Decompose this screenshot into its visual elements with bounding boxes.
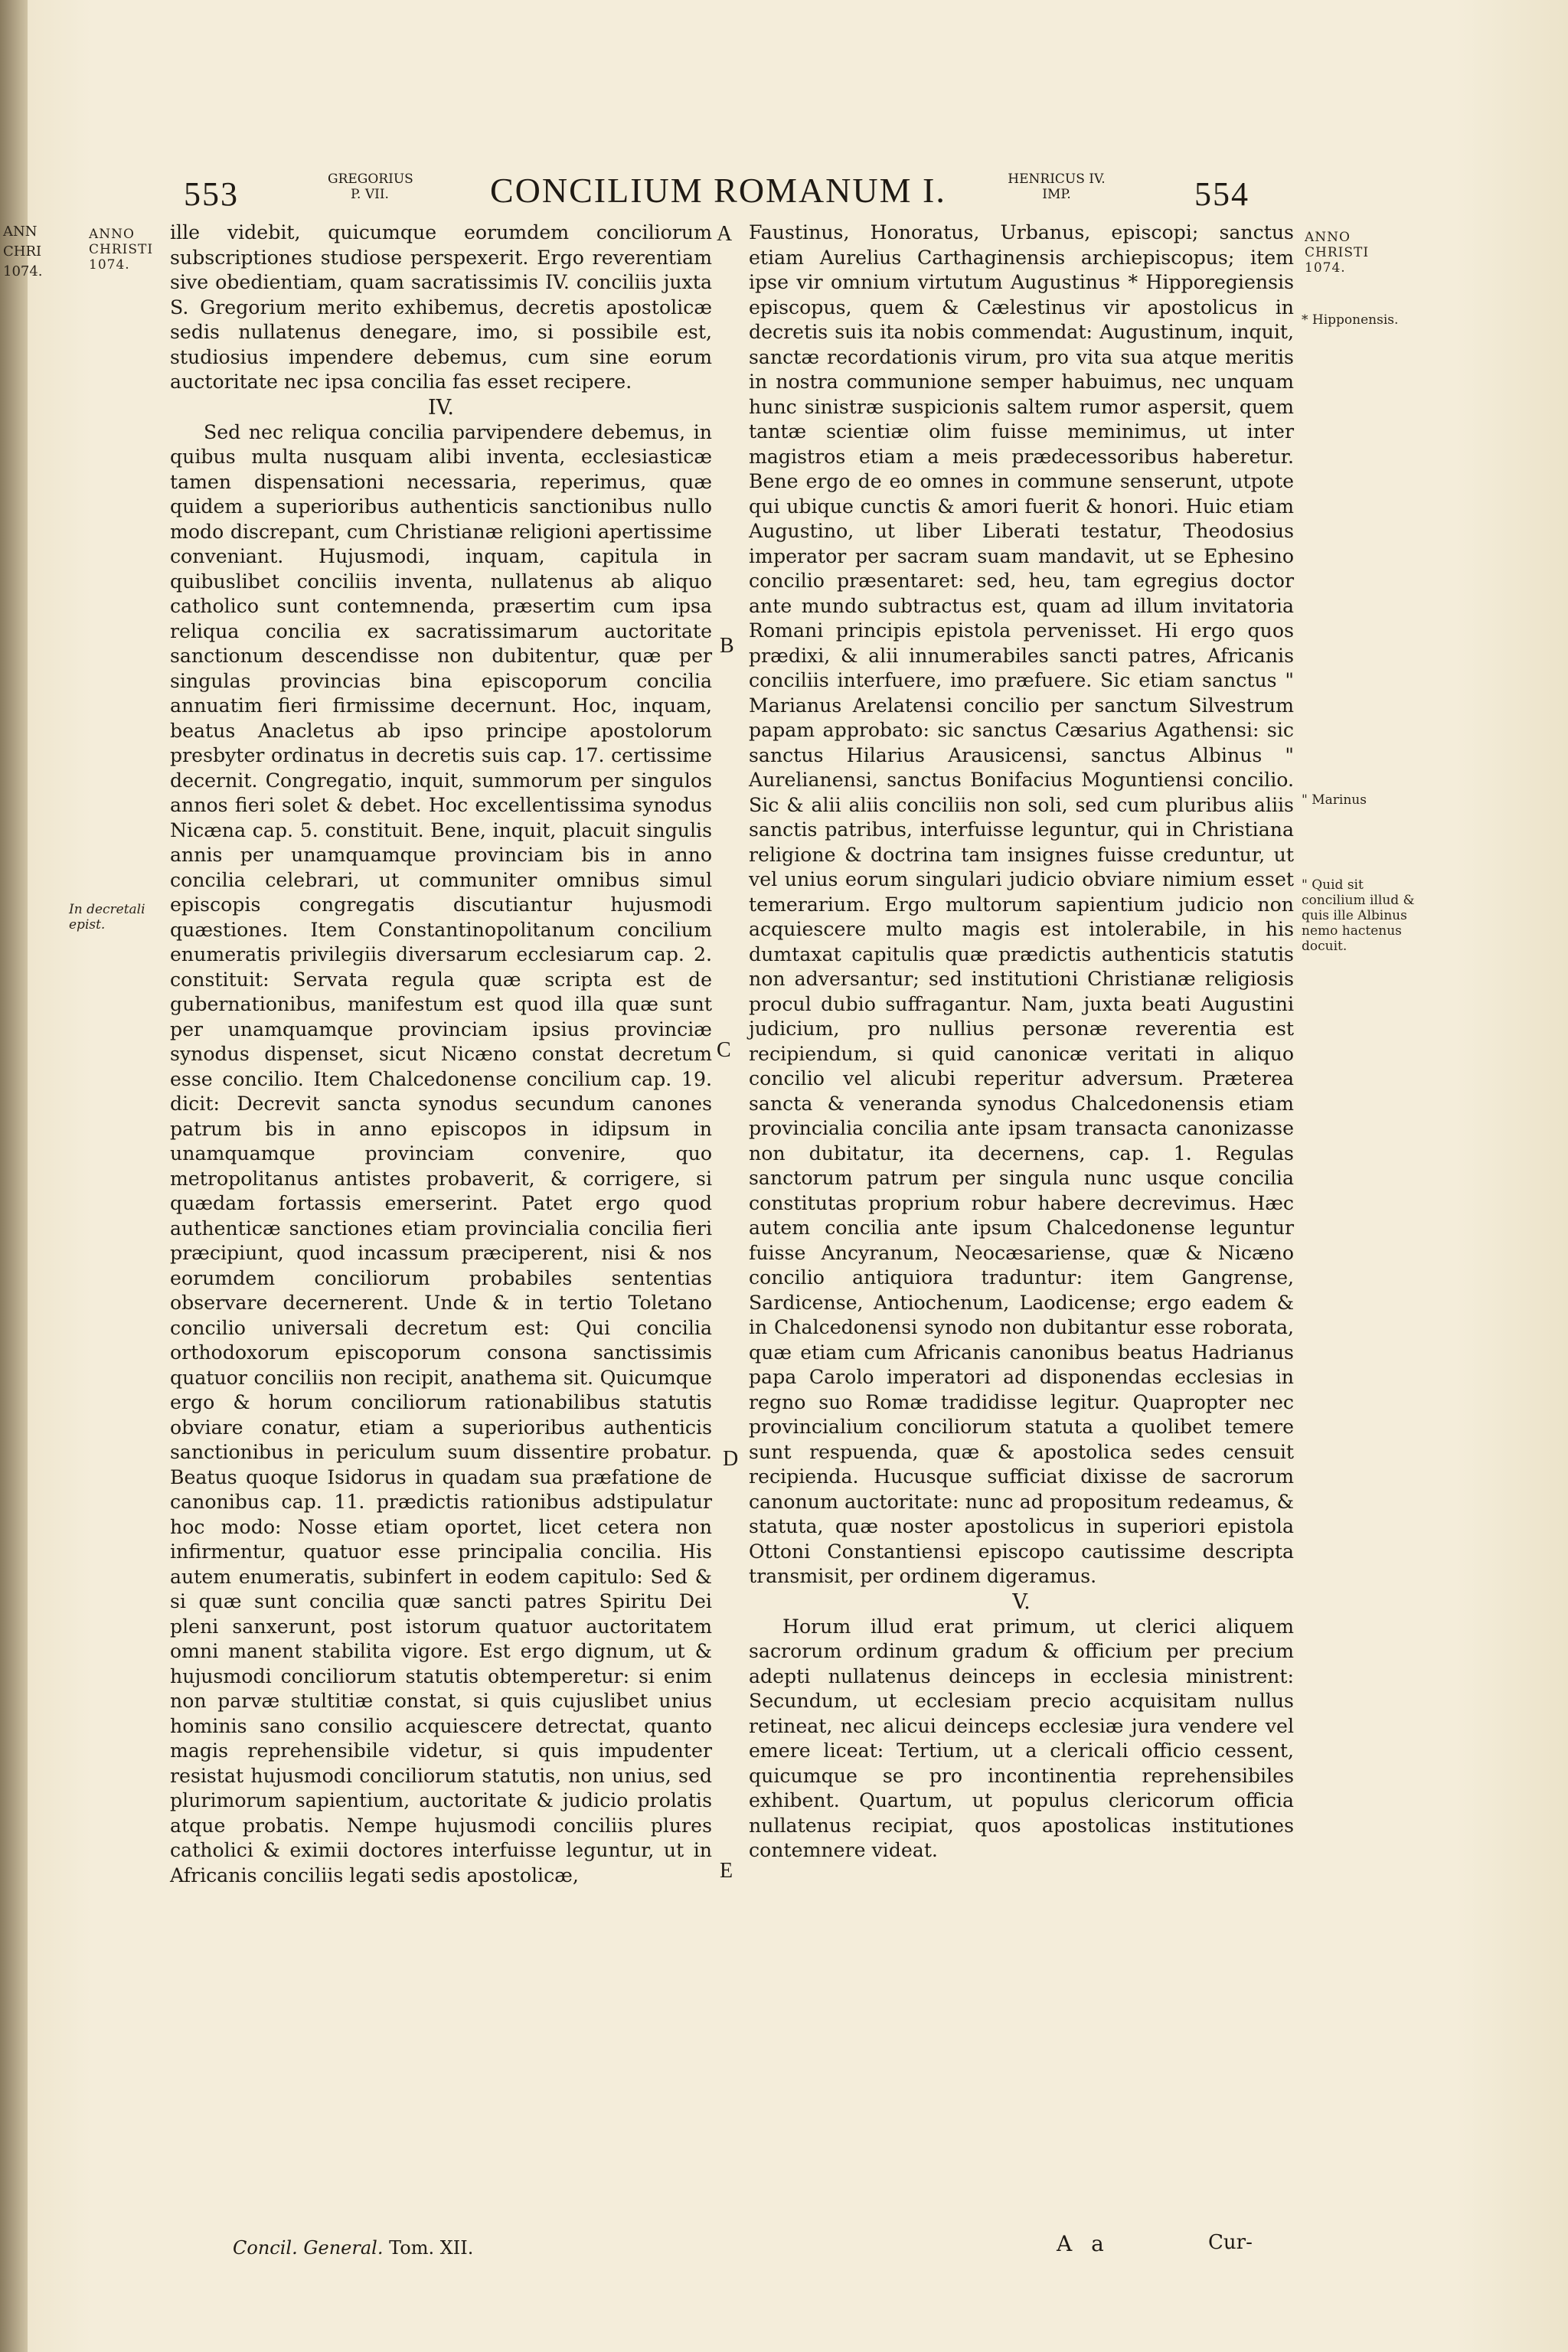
section-heading: IV. bbox=[427, 395, 455, 420]
catchword: Cur- bbox=[1208, 2231, 1253, 2254]
anno-line: CHRISTI bbox=[89, 242, 154, 257]
running-head-left bbox=[328, 172, 412, 202]
anno-christi-left bbox=[89, 227, 173, 273]
paragraph: ille videbit, quicumque eorumdem conciliorum subscriptiones studiose perspexerit. Ergo reverentiam sive obedientiam, quam sacratissimis IV. conciliis juxta S. Gregorium merito exhibemus, decretis apostolicæ sedis nullatenus denegare, imo, si possibile est, studiosius impendere debemus, cum sine eorum auctoritate nec ipsa concilia fas esset recipere. bbox=[170, 221, 712, 393]
footer-volume bbox=[233, 2237, 473, 2259]
anno-line: 1074. bbox=[89, 257, 130, 273]
margin-note-hipponensis: * Hipponensis. bbox=[1302, 312, 1399, 328]
page-number-right: 554 bbox=[1194, 175, 1250, 213]
margin-note-marinus: " Marinus bbox=[1302, 792, 1367, 808]
margin-note-quid-sit: " Quid sit concilium illud & quis ille Albinus nemo hactenus docuit. bbox=[1302, 877, 1415, 954]
section-letter-c: C bbox=[717, 1038, 731, 1062]
footer-collection: Concil. General. bbox=[233, 2237, 384, 2259]
section-heading: V. bbox=[1012, 1589, 1031, 1614]
section-letter-e: E bbox=[720, 1859, 733, 1883]
runhead-right-line: IMP. bbox=[1042, 187, 1071, 202]
running-header bbox=[184, 168, 1332, 214]
signature-mark: A a bbox=[1057, 2231, 1110, 2256]
section-letter-b: B bbox=[720, 634, 734, 658]
footer-tome: Tom. XII. bbox=[389, 2237, 474, 2259]
gutter-line: ANN bbox=[3, 224, 38, 240]
right-column bbox=[749, 220, 1294, 1864]
anno-line: 1074. bbox=[1305, 260, 1346, 276]
runhead-right-line: HENRICUS IV. bbox=[1008, 172, 1106, 187]
gutter-line: CHRI bbox=[3, 243, 42, 260]
margin-note-decretali: In decretali epist. bbox=[69, 902, 145, 933]
gutter-margin-text bbox=[3, 222, 43, 282]
anno-line: ANNO bbox=[1305, 230, 1351, 245]
paragraph: Sed nec reliqua concilia parvipendere debemus, in quibus multa nusquam alibi inventa, ecclesiasticæ tamen dispensationi necessaria, reperimus, quæ quidem a superioribus authenticis sanctionibus nullo modo discrepant, cum Christianæ religioni apertissime conveniant. Hujusmodi, inquam, capitula in quibuslibet conciliis inventa, nullatenus ab aliquo catholico sunt contemnenda, præsertim cum ipsa reliqua concilia ex sacratissimarum auctoritate sanctionum descendisse non dubitentur, quæ per singulas provincias bina episcoporum concilia annuatim fieri firmissime decernunt. Hoc, inquam, beatus Anacletus ab ipso principe apostolorum presbyter ordinatus in decretis suis cap. 17. certissime decernit. Congregatio, inquit, summorum per singulos annos fieri solet & debet. Hoc excellentissima synodus Nicæna cap. 5. constituit. Bene, inquit, placuit singulis annis per unamquamque provinciam bis in anno concilia celebrari, ut communiter omnibus simul episcopis congregatis discutiantur hujusmodi quæstiones. Item Constantinopolitanum concilium enumeratis privilegiis diversarum ecclesiarum cap. 2. constituit: Servata regula quæ scripta est de gubernationibus, manifestum est quod illa quæ sunt per unamquamque provinciam ipsius provinciæ synodus dispenset, sicut Nicæno constat decretum esse concilio. Item Chalcedonense concilium cap. 19. dicit: Decrevit sancta synodus secundum canones patrum bis in anno episcopos in idipsum in unamquamque provinciam convenire, quo metropolitanus antistes probaverit, & corrigere, si quædam fortassis emerserint. Patet ergo quod authenticæ sanctiones etiam provincialia concilia fieri præcipiunt, quod incassum præciperent, nisi & nos eorumdem conciliorum probabiles sententias observare decernerent. Unde & in tertio Toletano concilio universali decretum est: Qui concilia orthodoxorum episcoporum consona sanctissimis quatuor conciliis non recipit, anathema sit. Quicumque ergo & horum conciliorum rationabilibus statutis obviare conatur, etiam a superioribus authenticis sanctionibus in periculum suum dissentire probatur. Beatus quoque Isidorus in quadam sua præfatione de canonibus cap. 11. prædictis rationibus adstipulatur hoc modo: Nosse etiam oportet, licet cetera non infirmentur, quatuor esse principalia concilia. His autem enumeratis, subinfert in eodem capitulo: Sed & si quæ sunt concilia quæ sancti patres Spiritu Dei pleni sanxerunt, post istorum quatuor auctoritatem omni manent stabilita vigore. Est ergo dignum, ut & hujusmodi conciliorum statutis obtemperetur: si enim non parvæ stultitiæ constat, si quis cujuslibet unius hominis sano consilio acquiescere detrectat, quanto magis reprehensibile videtur, si quis impudenter resistat hujusmodi conciliorum statutis, non unius, sed plurimorum sapientium, auctoritate & judicio prolatis atque probatis. Nempe hujusmodi conciliis plures catholici & eximii doctores interfuisse leguntur, ut in Africanis conciliis legati sedis apostolicæ, bbox=[170, 420, 712, 1886]
gutter-line: 1074. bbox=[3, 263, 43, 279]
paragraph: Horum illud erat primum, ut clerici aliquem sacrorum ordinum gradum & officium per precium adepti nullatenus deinceps in ecclesia ministrent: Secundum, ut ecclesiam precio acquisitam nullus retineat, nec alicui deinceps ecclesiæ jura vendere vel emere liceat: Tertium, ut a clericali officio cessent, quicumque se pro incontinentia reprehensibiles exhibent. Quartum, ut populus clericorum officia nullatenus recipiat, quos apostolicas institutiones contemnere videat. bbox=[749, 1615, 1294, 1861]
anno-christi-right bbox=[1305, 230, 1396, 276]
running-head-right bbox=[995, 172, 1118, 202]
runhead-left-line: GREGORIUS bbox=[328, 172, 413, 187]
anno-line: ANNO bbox=[89, 227, 135, 242]
left-column bbox=[170, 220, 712, 1888]
page-title: CONCILIUM ROMANUM I. bbox=[490, 171, 946, 210]
page-gutter bbox=[0, 0, 43, 2352]
section-letter-d: D bbox=[723, 1447, 739, 1471]
anno-line: CHRISTI bbox=[1305, 245, 1370, 260]
section-letter-a: A bbox=[717, 222, 733, 246]
paragraph: Faustinus, Honoratus, Urbanus, episcopi; sanctus etiam Aurelius Carthaginensis archiepiscopus; item ipse vir omnium virtutum Augustinus * Hipporegiensis episcopus, quem & Cælestinus vir apostolicus in decretis suis ita nobis commendat: Augustinum, inquit, sanctæ recordationis virum, pro vita sua atque meritis in nostra communione semper habuimus, nec unquam hunc sinistræ suspicionis saltem rumor aspersit, quem tantæ scientiæ olim fuisse meminimus, ut inter magistros etiam a meis prædecessoribus haberetur. Bene ergo de eo omnes in commune senserunt, utpote qui ubique cunctis & amori fuerit & honori. Huic etiam Augustino, ut liber Liberati testatur, Theodosius imperator per sacram suam mandavit, ut se Ephesino concilio præsentaret: sed, heu, tam egregius doctor ante mundo subtractus est, quam ad illum invitatoria Romani principis epistola pervenisset. Hi ergo quos prædixi, & alii innumerabiles sancti patres, Africanis conciliis interfuere, imo præfuere. Sic etiam sanctus " Marianus Arelatensi concilio per sanctum Silvestrum papam approbato: sic sanctus Cæsarius Agathensi: sic sanctus Hilarius Arausicensi, sanctus Albinus " Aurelianensi, sanctus Bonifacius Moguntiensi concilio. Sic & alii aliis conciliis non soli, sed cum pluribus aliis sanctis patribus, interfuisse leguntur, qui in Christiana religione & doctrina tam insignes fuisse creduntur, ut vel unius eorum singulari judicio obviare nimium esset temerarium. Ergo multorum sapientium judicio non acquiescere multo magis est intolerabile, in his dumtaxat capitulis quæ prædictis authenticis statutis non adversantur; sed institutioni Christianæ religiosis procul dubio suffragantur. Nam, juxta beati Augustini judicium, pro nullius personæ reverentia est recipiendum, si quid canonicæ veritati in aliquo concilio vel alicubi reperitur adversum. Præterea sancta & veneranda synodus Chalcedonensis etiam provincialia concilia ante ipsam transacta canonizasse non dubitatur, ita decernens, cap. 1. Regulas sanctorum patrum per singula nunc usque concilia constitutas proprium robur habere decrevimus. Hæc autem concilia ante ipsum Chalcedonense leguntur fuisse Ancyranum, Neocæsariense, quæ & Nicæno concilio antiquiora traduntur: item Gangrense, Sardicense, Antiochenum, Laodicense; ergo eadem & in Chalcedonensi synodo non dubitantur esse roborata, quæ etiam cum Africanis canonibus beatus Hadrianus papa Carolo imperatori ad disponendas ecclesias in regno suo Romæ tradidisse legitur. Quapropter nec provincialium conciliorum statuta a quolibet temere sunt respuenda, quæ & apostolica sedes censuit recipienda. Hucusque sufficiat dixisse de sacrorum canonum auctoritate: nunc ad propositum redeamus, & statuta, quæ noster apostolicus in superiori epistola Ottoni Constantiensi episcopo cautissime descripta transmisit, per ordinem digeramus. bbox=[749, 221, 1294, 1587]
page-number-left: 553 bbox=[184, 175, 239, 213]
runhead-left-line: P. VII. bbox=[351, 187, 389, 202]
